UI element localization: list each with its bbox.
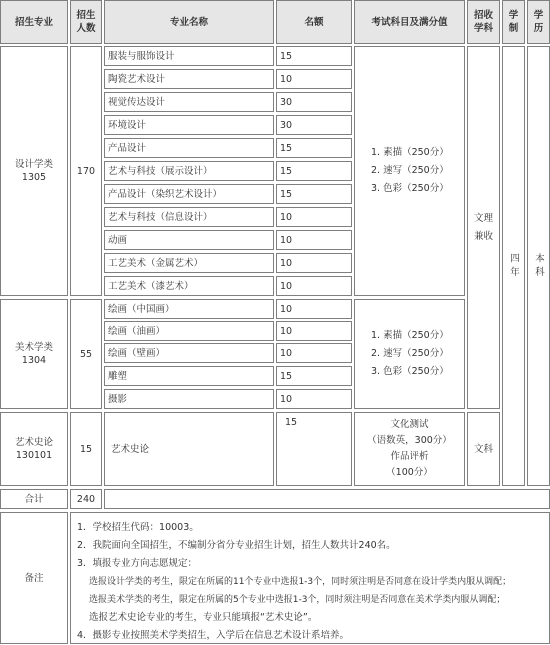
header-major-name xyxy=(104,0,274,44)
note-line: 1．学校招生代码：10003。 xyxy=(77,522,199,533)
subject-req-art-design xyxy=(467,46,500,409)
major-name-text: 服装与服饰设计 xyxy=(108,50,175,62)
major-name xyxy=(104,276,274,296)
major-quota-text: 30 xyxy=(280,119,293,131)
exam-item: 文化测试 xyxy=(390,419,429,430)
total-empty-cell xyxy=(104,489,550,509)
major-quota xyxy=(276,69,352,89)
note-line: 2．我院面向全国招生，不编制分省分专业招生计划，招生人数共计240名。 xyxy=(77,540,396,551)
exam-item: 1. 素描（250分） xyxy=(371,330,449,341)
major-name xyxy=(104,321,274,341)
subject-req-history-text: 文科 xyxy=(473,443,493,455)
note-line: 选报美术学类的考生，限定在所属的5个专业中选报1-3个，同时须注明是否同意在美术学类内服从调配； xyxy=(89,595,506,605)
major-name-text: 绘画（壁画） xyxy=(108,347,166,359)
major-quota xyxy=(276,412,352,486)
major-quota xyxy=(276,92,352,112)
header-major-group-label: 招生专业 xyxy=(14,16,53,28)
header-major-group xyxy=(0,0,68,44)
header-degree-line2: 历 xyxy=(533,23,544,34)
exam-item: 2. 速写（250分） xyxy=(371,165,449,176)
header-exam-subjects xyxy=(354,0,465,44)
header-degree-line1: 学 xyxy=(533,10,544,21)
major-quota-text: 10 xyxy=(280,325,293,337)
major-quota-text: 10 xyxy=(280,73,293,85)
major-name xyxy=(104,366,274,386)
major-quota xyxy=(276,389,352,409)
header-duration-line2: 制 xyxy=(508,23,519,34)
header-subject-req-line1: 招收 xyxy=(473,10,493,21)
major-quota-text: 10 xyxy=(280,234,293,246)
major-quota-text: 10 xyxy=(280,211,293,223)
major-name-text: 雕塑 xyxy=(108,370,128,382)
major-name xyxy=(104,92,274,112)
header-exam-subjects-label: 考试科目及满分值 xyxy=(371,16,448,28)
subject-req-line1: 文理 xyxy=(473,212,493,224)
major-name xyxy=(104,230,274,250)
major-quota xyxy=(276,161,352,181)
major-quota xyxy=(276,184,352,204)
header-duration-line1: 学 xyxy=(508,10,519,21)
major-name xyxy=(104,69,274,89)
group-art-history-exam xyxy=(354,412,465,486)
major-quota-text: 10 xyxy=(280,257,293,269)
major-name-text: 陶瓷艺术设计 xyxy=(108,73,166,85)
group-design-code: 1305 xyxy=(21,172,47,183)
major-name-text: 动画 xyxy=(108,234,128,246)
exam-item: 2. 速写（250分） xyxy=(371,348,449,359)
major-name-text: 产品设计（染织艺术设计） xyxy=(108,188,223,200)
major-name xyxy=(104,115,274,135)
total-value-cell xyxy=(70,489,102,509)
subject-req-line2: 兼收 xyxy=(473,230,493,242)
header-enroll-count xyxy=(70,0,102,44)
exam-item: 1. 素描（250分） xyxy=(371,147,449,158)
major-quota xyxy=(276,115,352,135)
major-name xyxy=(104,138,274,158)
exam-item: 3. 色彩（250分） xyxy=(371,183,449,194)
major-quota xyxy=(276,366,352,386)
major-name-text: 工艺美术（漆艺术） xyxy=(108,280,194,292)
major-quota-text: 15 xyxy=(285,417,298,428)
header-major-name-label: 专业名称 xyxy=(169,16,208,28)
total-label-cell xyxy=(0,489,68,509)
group-design-exam xyxy=(354,46,465,296)
group-art-history-code: 130101 xyxy=(15,450,53,461)
major-name xyxy=(104,184,274,204)
major-quota-text: 15 xyxy=(280,370,293,382)
notes-label-cell xyxy=(0,512,68,644)
note-line: 选报艺术史论专业的考生，专业只能填报“艺术史论”。 xyxy=(89,612,318,623)
major-name xyxy=(104,207,274,227)
major-name-text: 艺术史论 xyxy=(111,443,150,455)
note-line: 3．填报专业方向志愿规定： xyxy=(77,558,198,569)
group-design-name: 设计学类 xyxy=(14,159,53,170)
major-quota-text: 15 xyxy=(280,188,293,200)
major-name-text: 绘画（中国画） xyxy=(108,303,175,315)
header-degree xyxy=(527,0,550,44)
group-art-history-count-value: 15 xyxy=(79,443,93,455)
major-quota xyxy=(276,299,352,319)
note-line: 选报设计学类的考生，限定在所属的11个专业中选报1-3个，同时须注明是否同意在设计学类内服从调配； xyxy=(89,577,512,587)
major-quota-text: 15 xyxy=(280,50,293,62)
major-quota xyxy=(276,276,352,296)
duration-text: 四年 xyxy=(508,252,519,280)
exam-item: 3. 色彩（250分） xyxy=(371,366,449,377)
total-label: 合计 xyxy=(24,493,44,505)
group-art-history-count xyxy=(70,412,102,486)
subject-req-history xyxy=(467,412,500,486)
major-name-text: 艺术与科技（展示设计） xyxy=(108,165,213,177)
major-quota-text: 15 xyxy=(280,165,293,177)
major-name xyxy=(104,343,274,363)
header-enroll-count-line1: 招生 xyxy=(76,10,96,21)
total-value: 240 xyxy=(76,493,96,505)
major-quota-text: 10 xyxy=(280,280,293,292)
major-quota-text: 10 xyxy=(280,393,293,405)
major-quota-text: 10 xyxy=(280,303,293,315)
major-quota xyxy=(276,253,352,273)
exam-item: （语数英，300分） xyxy=(367,435,452,446)
major-quota xyxy=(276,138,352,158)
header-enroll-count-line2: 人数 xyxy=(76,23,96,34)
degree-cell xyxy=(527,46,550,486)
major-quota xyxy=(276,343,352,363)
major-quota-text: 30 xyxy=(280,96,293,108)
header-subject-req xyxy=(467,0,500,44)
major-quota-text: 10 xyxy=(280,347,293,359)
major-quota xyxy=(276,230,352,250)
header-duration xyxy=(502,0,525,44)
group-fine-arts-exam xyxy=(354,299,465,409)
major-name xyxy=(104,299,274,319)
note-line: 4．摄影专业按照美术学类招生，入学后在信息艺术设计系培养。 xyxy=(77,630,350,641)
major-quota xyxy=(276,46,352,66)
header-quota-label: 名额 xyxy=(304,16,324,28)
major-name xyxy=(104,46,274,66)
group-design-count xyxy=(70,46,102,296)
major-name xyxy=(104,389,274,409)
group-art-history-name: 艺术史论 xyxy=(14,437,53,448)
major-quota xyxy=(276,321,352,341)
group-fine-arts-count-value: 55 xyxy=(79,348,93,360)
degree-text: 本科 xyxy=(533,252,544,280)
group-fine-arts xyxy=(0,299,68,409)
notes-body xyxy=(70,512,550,644)
major-name-text: 环境设计 xyxy=(108,119,147,131)
group-fine-arts-count xyxy=(70,299,102,409)
exam-item: 作品评析 xyxy=(390,451,429,462)
major-name xyxy=(104,161,274,181)
notes-label: 备注 xyxy=(24,572,44,584)
major-name-text: 摄影 xyxy=(108,393,128,405)
group-fine-arts-name: 美术学类 xyxy=(14,342,53,353)
major-name-text: 产品设计 xyxy=(108,142,147,154)
group-design-count-value: 170 xyxy=(76,165,96,177)
duration-cell xyxy=(502,46,525,486)
major-name-text: 工艺美术（金属艺术） xyxy=(108,257,204,269)
major-name-text: 艺术与科技（信息设计） xyxy=(108,211,213,223)
major-name xyxy=(104,412,274,486)
group-fine-arts-code: 1304 xyxy=(21,355,47,366)
group-design xyxy=(0,46,68,296)
header-quota xyxy=(276,0,352,44)
exam-item: （100分） xyxy=(386,467,433,478)
major-quota xyxy=(276,207,352,227)
major-name xyxy=(104,253,274,273)
major-name-text: 绘画（油画） xyxy=(108,325,166,337)
group-art-history xyxy=(0,412,68,486)
major-name-text: 视觉传达设计 xyxy=(108,96,166,108)
header-subject-req-line2: 学科 xyxy=(473,23,493,34)
major-quota-text: 15 xyxy=(280,142,293,154)
